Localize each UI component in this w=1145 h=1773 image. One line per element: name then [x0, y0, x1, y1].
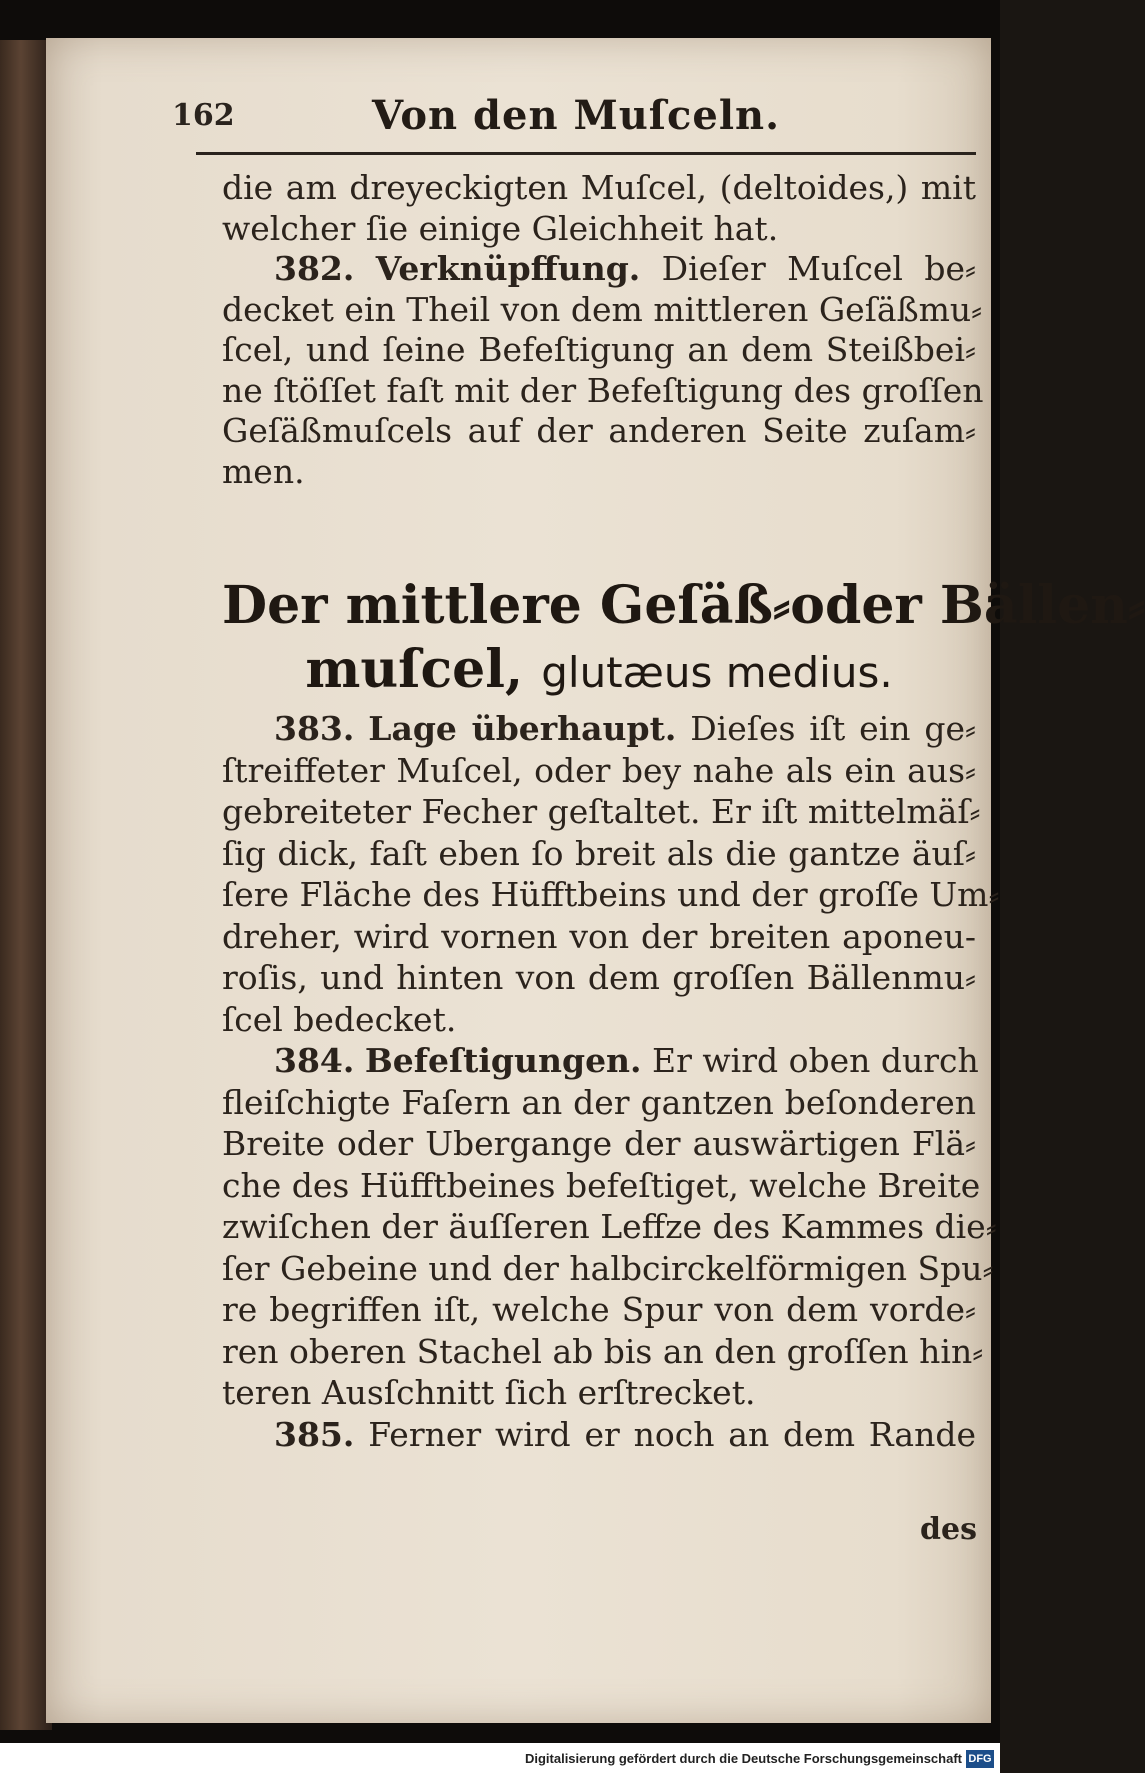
text-line	[222, 168, 976, 209]
text-line-content: Geſäßmuſcels auf der anderen Seite zuſam⸗	[222, 411, 976, 450]
text-line-content: die am dreyeckigten Muſcel, (deltoides,) mit	[222, 168, 976, 207]
paragraph-383-start	[222, 708, 976, 750]
digitization-credit: Digitalisierung gefördert durch die Deutsche Forschungsgemeinschaft	[524, 1751, 962, 1766]
text-line	[222, 1372, 976, 1414]
section-title: Befeſtigungen.	[364, 1041, 642, 1080]
text-line	[222, 1289, 976, 1331]
section-heading	[222, 575, 1145, 706]
section-number: 382.	[274, 249, 355, 288]
text-line-content: dreher, wird vornen von der breiten aponeu-	[222, 916, 976, 956]
text-line-content: roſis, und hinten von dem groſſen Bällenmu⸗	[222, 958, 976, 997]
body-text-lower	[222, 708, 1000, 1455]
text-line	[222, 1206, 997, 1248]
text-line-content: fleiſchigte Faſern an der gantzen beſonderen	[222, 1082, 976, 1122]
heading-line-1: Der mittlere Geſäß⸗oder Bällen⸗	[222, 575, 1145, 636]
text-line	[222, 289, 983, 331]
text-line-content: zwiſchen der äuſſeren Leffze des Kammes die⸗	[222, 1207, 997, 1246]
text-line	[222, 1123, 976, 1165]
text-line-content: ren oberen Stachel ab bis an den groſſen hin⸗	[222, 1331, 984, 1371]
page-number: 162	[172, 98, 235, 133]
text-line-content: Breite oder Ubergange der auswärtigen Flä⸗	[222, 1124, 976, 1163]
text-line-content: welcher ſie einige Gleichheit hat.	[222, 208, 779, 248]
text-line-content: Dieſer Muſcel be⸗	[661, 249, 976, 288]
heading-german: muſcel,	[305, 639, 524, 700]
text-line	[222, 957, 976, 999]
section-number: 384.	[274, 1041, 355, 1080]
text-line-content: re begriffen iſt, welche Spur von dem vorde⸗	[222, 1290, 976, 1329]
header-rule	[196, 152, 976, 155]
section-title: Lage überhaupt.	[368, 709, 677, 748]
catchword: des	[920, 1512, 977, 1547]
text-line	[222, 1248, 994, 1290]
section-number: 385.	[274, 1414, 355, 1454]
text-line-content: che des Hüfftbeines befeſtiget, welche Breite	[222, 1165, 981, 1205]
heading-latin-name: glutæus medius.	[541, 648, 893, 697]
text-line	[222, 916, 976, 958]
text-line	[222, 209, 976, 250]
text-line-content: Ferner wird er noch an dem Rande	[368, 1414, 976, 1454]
text-line	[222, 1082, 976, 1124]
text-line-content: teren Ausſchnitt ſich erſtrecket.	[222, 1373, 756, 1412]
heading-line-2	[222, 637, 976, 706]
paragraph-382-start	[222, 249, 976, 290]
text-line	[222, 833, 976, 875]
section-number: 383.	[274, 709, 355, 748]
text-line-content: Dieſes iſt ein ge⸗	[690, 709, 976, 748]
text-line	[222, 1165, 981, 1207]
text-line-content: ſig dick, faſt eben ſo breit als die gantze äuſ⸗	[222, 833, 976, 873]
text-line	[222, 452, 976, 493]
text-line	[222, 999, 976, 1041]
text-line	[222, 1331, 984, 1373]
running-head	[172, 70, 980, 150]
dfg-logo: DFG	[966, 1750, 994, 1768]
body-text-upper	[222, 168, 984, 492]
paragraph-385-start	[222, 1414, 976, 1456]
text-line	[222, 330, 976, 371]
section-title: Verknüpffung.	[375, 249, 641, 288]
text-line-content: ſcel, und ſeine Befeſtigung an dem Steißbei⸗	[222, 330, 976, 369]
book-cover-edge	[0, 40, 52, 1730]
text-line-content: decket ein Theil von dem mittleren Geſäßmu⸗	[222, 289, 983, 329]
text-line	[222, 370, 984, 412]
text-line	[222, 791, 981, 833]
footer-strip	[0, 1743, 1000, 1773]
running-title: Von den Muſceln.	[371, 92, 781, 139]
text-line	[222, 411, 976, 452]
text-line-content: gebreiteter Fecher geſtaltet. Er iſt mittelmäſ⸗	[222, 792, 981, 831]
text-line-content: ne ſtöſſet faſt mit der Befeſtigung des groſſen	[222, 370, 984, 410]
paragraph-384-start	[222, 1040, 979, 1082]
text-line-content: ſtreiffeter Muſcel, oder bey nahe als ein aus⸗	[222, 750, 976, 790]
text-line	[222, 750, 976, 792]
text-line-content: ſere Fläche des Hüfftbeins und der groſſe Um⸗	[222, 875, 1000, 914]
text-line-content: ſer Gebeine und der halbcirckelförmigen Spu⸗	[222, 1248, 994, 1288]
text-line-content: Er wird oben durch	[652, 1041, 979, 1080]
text-line-content: ſcel bedecket.	[222, 999, 457, 1039]
text-line-content: men.	[222, 451, 305, 491]
text-line	[222, 874, 1000, 916]
